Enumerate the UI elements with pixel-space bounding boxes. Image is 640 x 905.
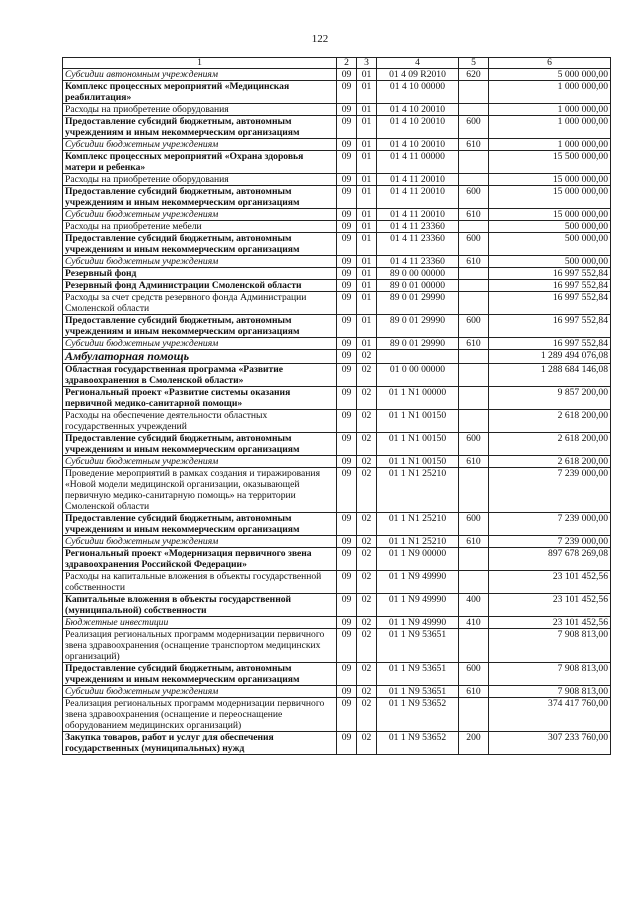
target-code-cell: 89 0 00 00000 bbox=[377, 268, 459, 280]
target-code-cell: 01 1 N1 00150 bbox=[377, 433, 459, 456]
target-code-cell: 01 4 11 23360 bbox=[377, 221, 459, 233]
subsection-cell: 01 bbox=[357, 268, 377, 280]
row-name-cell: Предоставление субсидий бюджетным, автономным учреждениям и иным некоммерческим организациям bbox=[63, 116, 337, 139]
subsection-cell: 01 bbox=[357, 280, 377, 292]
expense-type-cell: 600 bbox=[459, 315, 489, 338]
subsection-cell: 02 bbox=[357, 629, 377, 663]
subsection-cell: 01 bbox=[357, 186, 377, 209]
expense-type-cell bbox=[459, 387, 489, 410]
expense-type-cell bbox=[459, 350, 489, 364]
amount-cell: 7 908 813,00 bbox=[489, 629, 611, 663]
section-cell: 09 bbox=[337, 292, 357, 315]
subsection-cell: 02 bbox=[357, 410, 377, 433]
subsection-cell: 02 bbox=[357, 686, 377, 698]
section-cell: 09 bbox=[337, 571, 357, 594]
expense-type-cell: 600 bbox=[459, 116, 489, 139]
section-cell: 09 bbox=[337, 698, 357, 732]
row-name-cell: Предоставление субсидий бюджетным, автономным учреждениям и иным некоммерческим организациям bbox=[63, 233, 337, 256]
row-name-cell: Комплекс процессных мероприятий «Медицинская реабилитация» bbox=[63, 81, 337, 104]
subsection-cell: 02 bbox=[357, 468, 377, 513]
expense-type-cell: 610 bbox=[459, 209, 489, 221]
expense-type-cell bbox=[459, 292, 489, 315]
target-code-cell: 01 1 N9 00000 bbox=[377, 548, 459, 571]
target-code-cell: 01 1 N9 49990 bbox=[377, 617, 459, 629]
target-code-cell: 01 4 11 23360 bbox=[377, 256, 459, 268]
section-cell: 09 bbox=[337, 387, 357, 410]
subsection-cell: 01 bbox=[357, 104, 377, 116]
table-row bbox=[63, 81, 611, 104]
expense-type-cell bbox=[459, 104, 489, 116]
expense-type-cell bbox=[459, 698, 489, 732]
section-cell: 09 bbox=[337, 174, 357, 186]
header-row bbox=[63, 58, 611, 69]
amount-cell: 7 239 000,00 bbox=[489, 513, 611, 536]
amount-cell: 500 000,00 bbox=[489, 221, 611, 233]
row-name-cell: Расходы на приобретение оборудования bbox=[63, 104, 337, 116]
amount-cell: 2 618 200,00 bbox=[489, 456, 611, 468]
amount-cell: 23 101 452,56 bbox=[489, 571, 611, 594]
target-code-cell: 01 4 09 R2010 bbox=[377, 69, 459, 81]
expense-type-cell: 620 bbox=[459, 69, 489, 81]
table-row bbox=[63, 456, 611, 468]
target-code-cell: 01 1 N1 25210 bbox=[377, 468, 459, 513]
table-row bbox=[63, 364, 611, 387]
subsection-cell: 01 bbox=[357, 209, 377, 221]
expense-type-cell bbox=[459, 629, 489, 663]
row-name-cell: Закупка товаров, работ и услуг для обеспечения государственных (муниципальных) нужд bbox=[63, 732, 337, 755]
target-code-cell: 89 0 01 29990 bbox=[377, 315, 459, 338]
section-cell: 09 bbox=[337, 221, 357, 233]
row-name-cell: Предоставление субсидий бюджетным, автономным учреждениям и иным некоммерческим организациям bbox=[63, 186, 337, 209]
expense-type-cell bbox=[459, 410, 489, 433]
subsection-cell: 02 bbox=[357, 732, 377, 755]
table-row bbox=[63, 513, 611, 536]
target-code-cell: 01 4 11 20010 bbox=[377, 174, 459, 186]
expense-type-cell: 600 bbox=[459, 663, 489, 686]
table-row bbox=[63, 594, 611, 617]
section-cell: 09 bbox=[337, 338, 357, 350]
subsection-cell: 02 bbox=[357, 571, 377, 594]
amount-cell: 15 500 000,00 bbox=[489, 151, 611, 174]
row-name-cell: Резервный фонд bbox=[63, 268, 337, 280]
subsection-cell: 01 bbox=[357, 292, 377, 315]
subsection-cell: 02 bbox=[357, 364, 377, 387]
row-name-cell: Резервный фонд Администрации Смоленской области bbox=[63, 280, 337, 292]
table-row bbox=[63, 116, 611, 139]
table-row bbox=[63, 233, 611, 256]
section-cell: 09 bbox=[337, 186, 357, 209]
expense-type-cell: 610 bbox=[459, 536, 489, 548]
row-name-cell: Региональный проект «Развитие системы оказания первичной медико-санитарной помощи» bbox=[63, 387, 337, 410]
row-name-cell: Субсидии автономным учреждениям bbox=[63, 69, 337, 81]
section-cell: 09 bbox=[337, 594, 357, 617]
subsection-cell: 01 bbox=[357, 81, 377, 104]
expense-type-cell: 610 bbox=[459, 256, 489, 268]
subsection-cell: 02 bbox=[357, 698, 377, 732]
subsection-cell: 01 bbox=[357, 174, 377, 186]
expense-type-cell: 400 bbox=[459, 594, 489, 617]
target-code-cell: 01 1 N9 49990 bbox=[377, 594, 459, 617]
page-number: 122 bbox=[311, 33, 329, 45]
table-row bbox=[63, 433, 611, 456]
amount-cell: 1 289 494 076,08 bbox=[489, 350, 611, 364]
row-name-cell: Реализация региональных программ модернизации первичного звена здравоохранения (оснащение транспортом медицинских организаций) bbox=[63, 629, 337, 663]
table-row bbox=[63, 338, 611, 350]
section-cell: 09 bbox=[337, 617, 357, 629]
table-row bbox=[63, 686, 611, 698]
row-name-cell: Проведение мероприятий в рамках создания и тиражирования «Новой модели медицинской организации, оказывающей первичную медико-санитарную помощь» на территории Смоленской области bbox=[63, 468, 337, 513]
row-name-cell: Предоставление субсидий бюджетным, автономным учреждениям и иным некоммерческим организациям bbox=[63, 315, 337, 338]
target-code-cell: 01 4 10 00000 bbox=[377, 81, 459, 104]
section-cell: 09 bbox=[337, 663, 357, 686]
subsection-cell: 01 bbox=[357, 256, 377, 268]
header-col-5: 5 bbox=[459, 58, 489, 69]
target-code-cell: 01 4 10 20010 bbox=[377, 139, 459, 151]
section-cell: 09 bbox=[337, 280, 357, 292]
section-cell: 09 bbox=[337, 209, 357, 221]
amount-cell: 16 997 552,84 bbox=[489, 338, 611, 350]
table-row bbox=[63, 209, 611, 221]
row-name-cell: Предоставление субсидий бюджетным, автономным учреждениям и иным некоммерческим организациям bbox=[63, 433, 337, 456]
section-cell: 09 bbox=[337, 268, 357, 280]
expense-type-cell: 610 bbox=[459, 686, 489, 698]
target-code-cell: 01 4 10 20010 bbox=[377, 104, 459, 116]
target-code-cell: 01 1 N9 53651 bbox=[377, 629, 459, 663]
amount-cell: 7 239 000,00 bbox=[489, 468, 611, 513]
subsection-cell: 01 bbox=[357, 338, 377, 350]
subsection-cell: 02 bbox=[357, 548, 377, 571]
amount-cell: 1 000 000,00 bbox=[489, 81, 611, 104]
header-col-2: 2 bbox=[337, 58, 357, 69]
amount-cell: 1 000 000,00 bbox=[489, 104, 611, 116]
expense-type-cell bbox=[459, 280, 489, 292]
expense-type-cell: 600 bbox=[459, 186, 489, 209]
table-row bbox=[63, 268, 611, 280]
section-cell: 09 bbox=[337, 536, 357, 548]
table-row bbox=[63, 104, 611, 116]
table-row bbox=[63, 387, 611, 410]
subsection-cell: 01 bbox=[357, 139, 377, 151]
section-cell: 09 bbox=[337, 686, 357, 698]
section-cell: 09 bbox=[337, 433, 357, 456]
header-col-3: 3 bbox=[357, 58, 377, 69]
table-row bbox=[63, 468, 611, 513]
expense-type-cell: 200 bbox=[459, 732, 489, 755]
amount-cell: 374 417 760,00 bbox=[489, 698, 611, 732]
table-body bbox=[63, 69, 611, 755]
table-row bbox=[63, 571, 611, 594]
table-row bbox=[63, 629, 611, 663]
expense-type-cell bbox=[459, 268, 489, 280]
expense-type-cell: 600 bbox=[459, 433, 489, 456]
expense-type-cell bbox=[459, 364, 489, 387]
amount-cell: 897 678 269,08 bbox=[489, 548, 611, 571]
expense-type-cell: 600 bbox=[459, 513, 489, 536]
amount-cell: 9 857 200,00 bbox=[489, 387, 611, 410]
target-code-cell: 01 1 N9 53651 bbox=[377, 663, 459, 686]
table-row bbox=[63, 548, 611, 571]
subsection-cell: 02 bbox=[357, 350, 377, 364]
row-name-cell: Комплекс процессных мероприятий «Охрана здоровья матери и ребенка» bbox=[63, 151, 337, 174]
row-name-cell: Субсидии бюджетным учреждениям bbox=[63, 456, 337, 468]
row-name-cell: Расходы на приобретение мебели bbox=[63, 221, 337, 233]
amount-cell: 23 101 452,56 bbox=[489, 617, 611, 629]
section-cell: 09 bbox=[337, 629, 357, 663]
target-code-cell: 01 4 11 20010 bbox=[377, 209, 459, 221]
target-code-cell: 01 4 11 20010 bbox=[377, 186, 459, 209]
target-code-cell: 89 0 01 00000 bbox=[377, 280, 459, 292]
amount-cell: 7 239 000,00 bbox=[489, 536, 611, 548]
section-cell: 09 bbox=[337, 139, 357, 151]
amount-cell: 16 997 552,84 bbox=[489, 280, 611, 292]
target-code-cell: 89 0 01 29990 bbox=[377, 338, 459, 350]
target-code-cell: 01 1 N1 00150 bbox=[377, 410, 459, 433]
expense-type-cell bbox=[459, 468, 489, 513]
subsection-cell: 01 bbox=[357, 151, 377, 174]
header-col-1: 1 bbox=[63, 58, 337, 69]
row-name-cell: Амбулаторная помощь bbox=[63, 350, 337, 364]
table-row bbox=[63, 151, 611, 174]
table-row bbox=[63, 174, 611, 186]
section-cell: 09 bbox=[337, 256, 357, 268]
row-name-cell: Субсидии бюджетным учреждениям bbox=[63, 256, 337, 268]
amount-cell: 15 000 000,00 bbox=[489, 186, 611, 209]
subsection-cell: 01 bbox=[357, 233, 377, 256]
table-row bbox=[63, 536, 611, 548]
section-cell: 09 bbox=[337, 513, 357, 536]
expense-type-cell: 410 bbox=[459, 617, 489, 629]
row-name-cell: Капитальные вложения в объекты государственной (муниципальной) собственности bbox=[63, 594, 337, 617]
expense-type-cell bbox=[459, 571, 489, 594]
header-col-6: 6 bbox=[489, 58, 611, 69]
amount-cell: 15 000 000,00 bbox=[489, 174, 611, 186]
row-name-cell: Субсидии бюджетным учреждениям bbox=[63, 139, 337, 151]
target-code-cell: 01 1 N9 49990 bbox=[377, 571, 459, 594]
amount-cell: 1 000 000,00 bbox=[489, 139, 611, 151]
table-row bbox=[63, 139, 611, 151]
expense-type-cell bbox=[459, 221, 489, 233]
expense-type-cell bbox=[459, 548, 489, 571]
expense-type-cell: 610 bbox=[459, 139, 489, 151]
table-row bbox=[63, 186, 611, 209]
section-cell: 09 bbox=[337, 69, 357, 81]
section-cell: 09 bbox=[337, 410, 357, 433]
expense-type-cell bbox=[459, 81, 489, 104]
subsection-cell: 02 bbox=[357, 617, 377, 629]
subsection-cell: 02 bbox=[357, 433, 377, 456]
table-row bbox=[63, 292, 611, 315]
table-row bbox=[63, 256, 611, 268]
row-name-cell: Расходы на обеспечение деятельности областных государственных учреждений bbox=[63, 410, 337, 433]
expense-type-cell: 610 bbox=[459, 338, 489, 350]
subsection-cell: 01 bbox=[357, 69, 377, 81]
target-code-cell: 01 1 N9 53651 bbox=[377, 686, 459, 698]
amount-cell: 16 997 552,84 bbox=[489, 268, 611, 280]
amount-cell: 2 618 200,00 bbox=[489, 410, 611, 433]
target-code-cell bbox=[377, 350, 459, 364]
target-code-cell: 01 4 11 23360 bbox=[377, 233, 459, 256]
section-cell: 09 bbox=[337, 350, 357, 364]
row-name-cell: Расходы на приобретение оборудования bbox=[63, 174, 337, 186]
row-name-cell: Предоставление субсидий бюджетным, автономным учреждениям и иным некоммерческим организациям bbox=[63, 663, 337, 686]
row-name-cell: Субсидии бюджетным учреждениям bbox=[63, 686, 337, 698]
table-row bbox=[63, 617, 611, 629]
subsection-cell: 02 bbox=[357, 513, 377, 536]
section-cell: 09 bbox=[337, 81, 357, 104]
section-cell: 09 bbox=[337, 456, 357, 468]
expense-type-cell: 600 bbox=[459, 233, 489, 256]
row-name-cell: Субсидии бюджетным учреждениям bbox=[63, 209, 337, 221]
subsection-cell: 01 bbox=[357, 315, 377, 338]
target-code-cell: 01 4 10 20010 bbox=[377, 116, 459, 139]
target-code-cell: 01 1 N1 00000 bbox=[377, 387, 459, 410]
amount-cell: 2 618 200,00 bbox=[489, 433, 611, 456]
target-code-cell: 01 1 N1 25210 bbox=[377, 513, 459, 536]
budget-table bbox=[62, 57, 611, 755]
target-code-cell: 01 1 N1 25210 bbox=[377, 536, 459, 548]
subsection-cell: 02 bbox=[357, 663, 377, 686]
section-cell: 09 bbox=[337, 468, 357, 513]
row-name-cell: Бюджетные инвестиции bbox=[63, 617, 337, 629]
section-cell: 09 bbox=[337, 104, 357, 116]
table-row bbox=[63, 280, 611, 292]
row-name-cell: Субсидии бюджетным учреждениям bbox=[63, 536, 337, 548]
subsection-cell: 02 bbox=[357, 536, 377, 548]
section-cell: 09 bbox=[337, 732, 357, 755]
row-name-cell: Предоставление субсидий бюджетным, автономным учреждениям и иным некоммерческим организациям bbox=[63, 513, 337, 536]
target-code-cell: 01 4 11 00000 bbox=[377, 151, 459, 174]
row-name-cell: Субсидии бюджетным учреждениям bbox=[63, 338, 337, 350]
amount-cell: 16 997 552,84 bbox=[489, 292, 611, 315]
row-name-cell: Областная государственная программа «Развитие здравоохранения в Смоленской области» bbox=[63, 364, 337, 387]
row-name-cell: Расходы за счет средств резервного фонда Администрации Смоленской области bbox=[63, 292, 337, 315]
amount-cell: 5 000 000,00 bbox=[489, 69, 611, 81]
target-code-cell: 89 0 01 29990 bbox=[377, 292, 459, 315]
table-row bbox=[63, 698, 611, 732]
amount-cell: 15 000 000,00 bbox=[489, 209, 611, 221]
amount-cell: 23 101 452,56 bbox=[489, 594, 611, 617]
section-cell: 09 bbox=[337, 233, 357, 256]
target-code-cell: 01 1 N9 53652 bbox=[377, 732, 459, 755]
amount-cell: 500 000,00 bbox=[489, 233, 611, 256]
amount-cell: 307 233 760,00 bbox=[489, 732, 611, 755]
expense-type-cell bbox=[459, 174, 489, 186]
amount-cell: 1 000 000,00 bbox=[489, 116, 611, 139]
table-row bbox=[63, 221, 611, 233]
subsection-cell: 02 bbox=[357, 594, 377, 617]
table-row bbox=[63, 732, 611, 755]
amount-cell: 16 997 552,84 bbox=[489, 315, 611, 338]
section-cell: 09 bbox=[337, 364, 357, 387]
subsection-cell: 02 bbox=[357, 456, 377, 468]
amount-cell: 500 000,00 bbox=[489, 256, 611, 268]
amount-cell: 1 288 684 146,08 bbox=[489, 364, 611, 387]
amount-cell: 7 908 813,00 bbox=[489, 663, 611, 686]
subsection-cell: 02 bbox=[357, 387, 377, 410]
table-row bbox=[63, 663, 611, 686]
subsection-cell: 01 bbox=[357, 221, 377, 233]
header-col-4: 4 bbox=[377, 58, 459, 69]
target-code-cell: 01 0 00 00000 bbox=[377, 364, 459, 387]
section-cell: 09 bbox=[337, 315, 357, 338]
amount-cell: 7 908 813,00 bbox=[489, 686, 611, 698]
expense-type-cell: 610 bbox=[459, 456, 489, 468]
target-code-cell: 01 1 N9 53652 bbox=[377, 698, 459, 732]
table-row bbox=[63, 69, 611, 81]
table-row bbox=[63, 410, 611, 433]
section-cell: 09 bbox=[337, 548, 357, 571]
target-code-cell: 01 1 N1 00150 bbox=[377, 456, 459, 468]
row-name-cell: Реализация региональных программ модернизации первичного звена здравоохранения (оснащение и переоснащение оборудованием медицинских организаций) bbox=[63, 698, 337, 732]
table-row bbox=[63, 350, 611, 364]
row-name-cell: Региональный проект «Модернизация первичного звена здравоохранения Российской Федерации» bbox=[63, 548, 337, 571]
subsection-cell: 01 bbox=[357, 116, 377, 139]
row-name-cell: Расходы на капитальные вложения в объекты государственной собственности bbox=[63, 571, 337, 594]
table-row bbox=[63, 315, 611, 338]
section-cell: 09 bbox=[337, 151, 357, 174]
section-cell: 09 bbox=[337, 116, 357, 139]
expense-type-cell bbox=[459, 151, 489, 174]
